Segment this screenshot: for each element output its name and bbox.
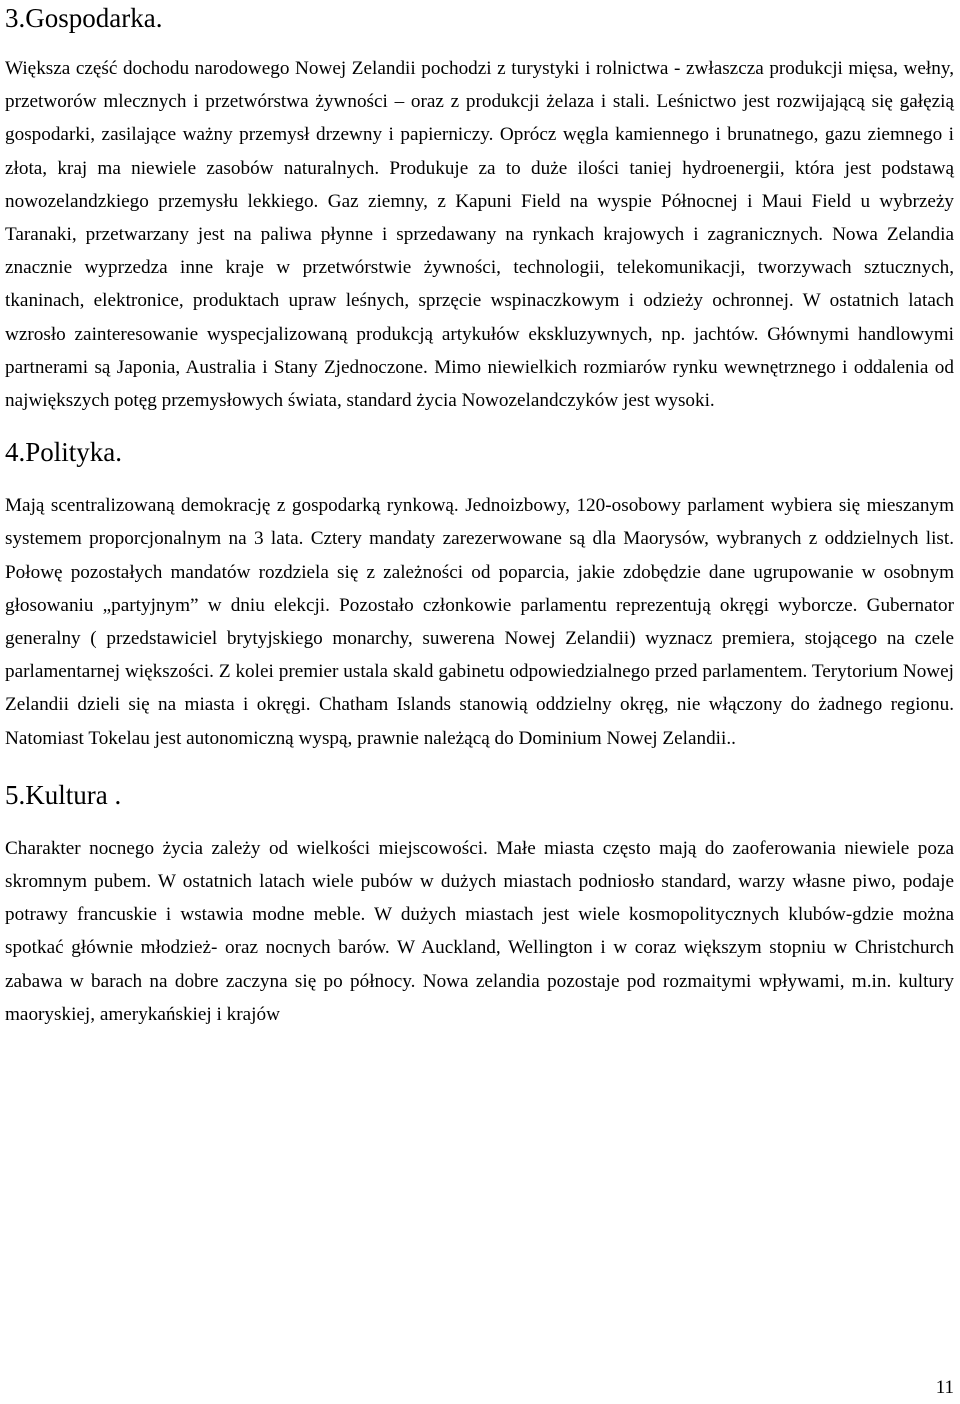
section-heading-gospodarka: 3.Gospodarka. (5, 3, 163, 33)
section-body-gospodarka: Większa część dochodu narodowego Nowej Zelandii pochodzi z turystyki i rolnictwa - zwłaszcza produkcji mięsa, wełny, przetworów mlecznych i przetwórstwa żywności – oraz z produkcji żelaza i stali. Leśnictwo jest rozwijającą się gałęzią gospodarki, zasilające ważny przemysł drzewny i papierniczy. Oprócz węgla kamiennego i brunatnego, gazu ziemnego i złota, kraj ma niewiele zasobów naturalnych. Produkuje za to duże ilości taniej hydroenergii, która jest podstawą nowozelandzkiego przemysłu lekkiego. Gaz ziemny, z Kapuni Field na wyspie Północnej i Maui Field u wybrzeży Taranaki, przetwarzany jest na paliwa płynne i sprzedawany na rynkach krajowych i zagranicznych. Nowa Zelandia znacznie wyprzedza inne kraje w przetwórstwie żywności, technologii, telekomunikacji, tworzywach sztucznych, tkaninach, elektronice, produktach upraw leśnych, sprzęcie wspinaczkowym i odzieży ochronnej. W ostatnich latach wzrosło zainteresowanie wyspecjalizowaną produkcją artykułów ekskluzywnych, np. jachtów. Głównymi handlowymi partnerami są Japonia, Australia i Stany Zjednoczone. Mimo niewielkich rozmiarów rynku wewnętrznego i oddalenia od największych potęg przemysłowych świata, standard życia Nowozelandczyków jest wysoki. (5, 58, 954, 412)
section-body-polityka: Mają scentralizowaną demokrację z gospodarką rynkową. Jednoizbowy, 120-osobowy parlament wybiera się mieszanym systemem proporcjonalnym na 3 lata. Cztery mandaty zarezerwowane są dla Maorysów, wybranych z oddzielnych list. Połowę pozostałych mandatów rozdziela się z zależności od poparcia, jakie zdobędzie dane ugrupowanie w osobnym głosowaniu „partyjnym” w dniu elekcji. Pozostało członkowie parlamentu reprezentują okręgi wyborcze. Gubernator generalny ( przedstawiciel brytyjskiego monarchy, suwerena Nowej Zelandii) wyznacz premiera, stojącego na czele parlamentarnej większości. Z kolei premier ustala skald gabinetu odpowiedzialnego przed parlamentem. Terytorium Nowej Zelandii dzieli się na miasta i okręgi. Chatham Islands stanowią oddzielny okręg, nie włączony do żadnego regionu. Natomiast Tokelau jest autonomiczną wyspą, prawnie należącą do Dominium Nowej Zelandii.. (5, 495, 954, 749)
page-number: 11 (935, 1377, 954, 1398)
section-heading-kultura: 5.Kultura . (5, 779, 122, 810)
section-heading-polityka: 4.Polityka. (5, 437, 123, 468)
document-page (5, 0, 954, 1031)
section-body-kultura: Charakter nocnego życia zależy od wielkości miejscowości. Małe miasta często mają do zaoferowania niewiele poza skromnym pubem. W ostatnich latach wiele pubów w dużych miastach podniosło standard, warzy własne piwo, podaje potrawy francuskie i wstawia modne meble. W dużych miastach jest wiele kosmopolitycznych klubów-gdzie można spotkać głównie młodzież- oraz nocnych barów. W Auckland, Wellington i w coraz większym stopniu w Christchurch zabawa w barach na dobre zaczyna się po północy. Nowa zelandia pozostaje pod rozmaitymi wpływami, m.in. kultury maoryskiej, amerykańskiej i krajów (5, 837, 954, 1025)
